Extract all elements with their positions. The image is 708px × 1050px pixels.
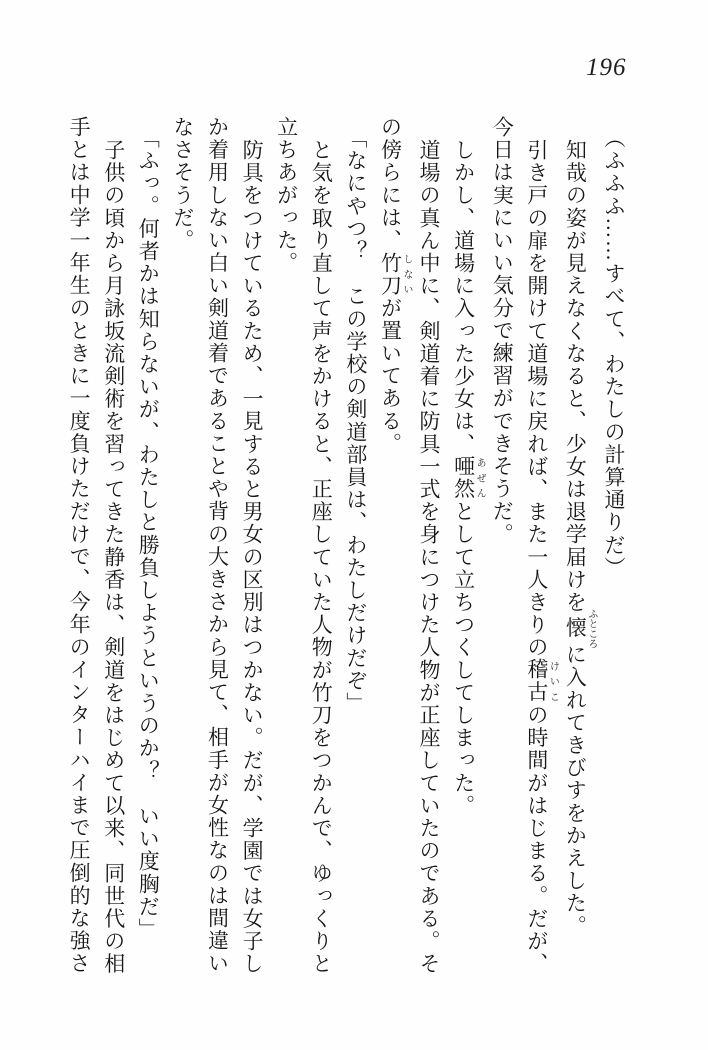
text-run: か着用しない白い剣道着であることや背の大きさから見て、相手が女性なのは間違い [205, 116, 230, 975]
text-line-8 [338, 116, 373, 1021]
text-run: 立ちあがった。 [274, 116, 299, 275]
text-run: が置いてある。 [378, 296, 403, 456]
text-line-13 [165, 116, 200, 1021]
text-run: の時間がはじまる。だが、 [524, 703, 549, 975]
text-line-12 [200, 116, 235, 1021]
text-run: 道場の真ん中に、剣道着に防具一式を身につけた人物が正座していたのである。そ [417, 138, 442, 975]
text-line-5 [446, 116, 485, 1021]
page-number: 196 [586, 54, 627, 81]
text-line-1 [596, 116, 631, 1021]
text-line-2 [558, 116, 597, 1021]
text-line-3 [519, 116, 558, 1021]
text-run: 引き戸の扉を開けて道場に戻れば、また一人きりの [524, 138, 549, 659]
text-line-16 [62, 116, 97, 1021]
text-run: 防具をつけているため、一見すると男女の区別はつかない。だが、学園では女子し [240, 138, 265, 975]
text-line-9 [304, 116, 339, 1021]
text-run: 知哉の姿が見えなくなると、少女は退学届けを [563, 138, 588, 614]
ruby-word: 稽古けいこ [524, 658, 559, 704]
text-run: なさそうだ。 [170, 116, 195, 252]
text-run: 手とは中学一年生のときに一度負けただけで、今年のインターハイまで圧倒的な強さ [67, 116, 92, 975]
furigana: あぜん [474, 455, 486, 501]
ruby-word: 唖然あぜん [451, 455, 486, 501]
furigana: しない [400, 251, 412, 297]
text-line-15 [96, 116, 131, 1021]
text-line-4 [485, 116, 520, 1021]
text-run: と気を取り直して声をかけると、正座していた人物が竹刀をつかんで、ゆっくりと [309, 138, 334, 975]
text-line-14 [131, 116, 166, 1021]
ruby-word: 竹刀しない [378, 251, 412, 297]
text-line-6 [411, 116, 446, 1021]
furigana: けいこ [547, 658, 559, 704]
text-run: 「なにやつ？ この学校の剣道部員は、わたしだけだぞ」 [343, 127, 368, 715]
text-line-10 [269, 116, 304, 1021]
text-run: （ふふふ……すべて、わたしの計算通りだ） [602, 127, 626, 580]
text-run: 今日は実にいい気分で練習ができそうだ。 [490, 116, 515, 546]
text-run: として立ちつくしてしまった。 [451, 500, 476, 817]
furigana: ふところ [585, 608, 597, 649]
text-line-7 [373, 116, 412, 1021]
ruby-word: 懐ふところ [563, 608, 597, 649]
vertical-text-block [62, 116, 632, 1021]
text-run: しかし、道場に入った少女は、 [451, 138, 476, 455]
text-run: の傍らには、 [378, 116, 403, 252]
text-line-11 [234, 116, 269, 1021]
text-run: 「ふっ。何者かは知らないが、わたしと勝負しようというのか？ いい度胸だ」 [136, 127, 161, 941]
text-run: に入れてきびすをかえした。 [563, 643, 588, 937]
text-run: 子供の頃から月詠坂流剣術を習ってきた静香は、剣道をはじめて以来、同世代の相 [101, 138, 126, 975]
